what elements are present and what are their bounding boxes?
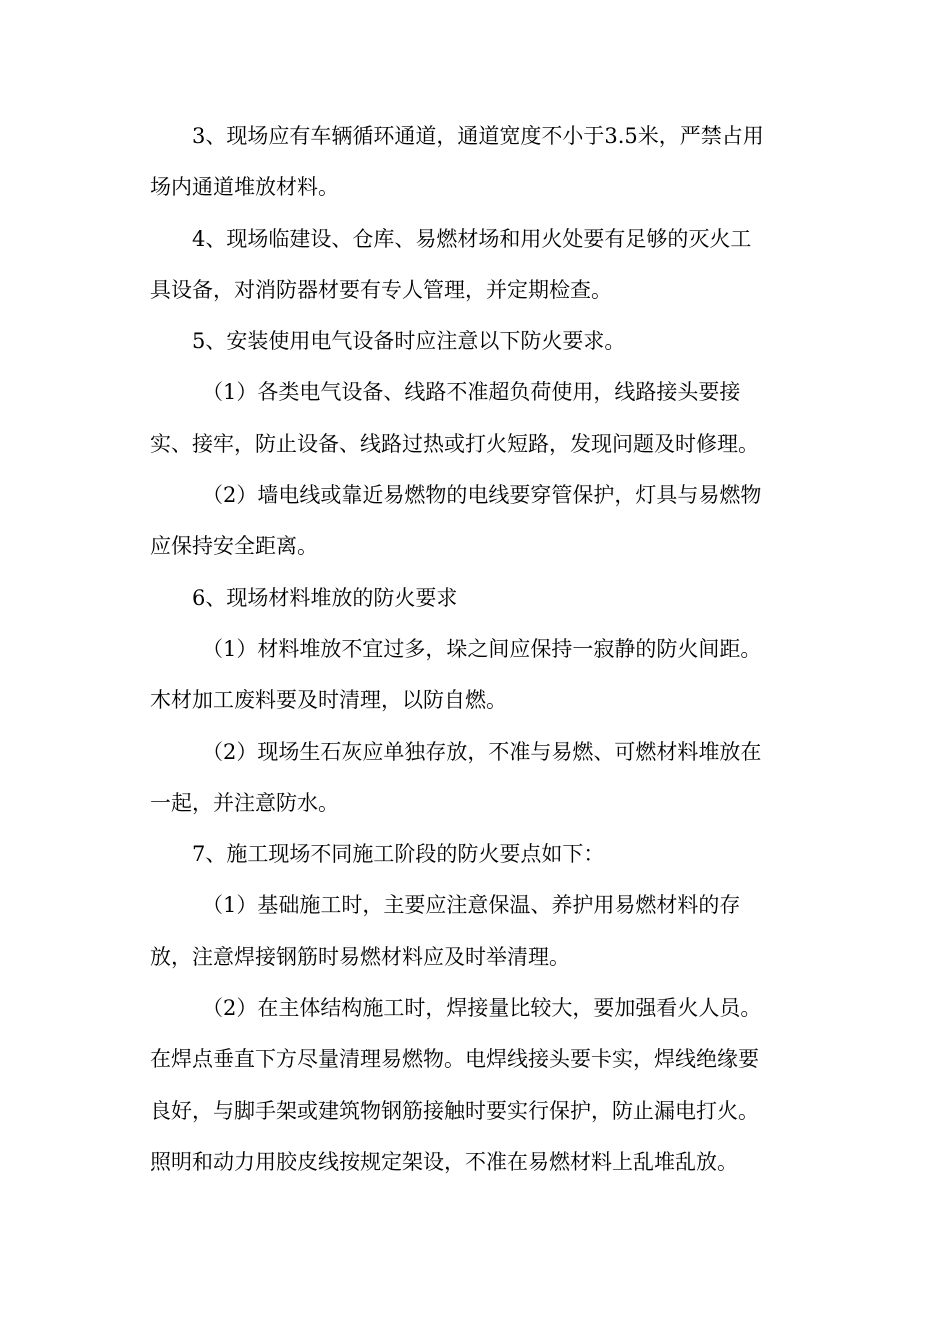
paragraph-item-5-2-line-2: 应保持安全距离。 [150, 534, 318, 559]
paragraph-item-4-line-1: 4、现场临建设、仓库、易燃材场和用火处要有足够的灭火工 [192, 226, 752, 251]
paragraph-item-3-line-1: 3、现场应有车辆循环通道，通道宽度不小于3.5米，严禁占用 [192, 124, 764, 148]
body-text [150, 111, 810, 1188]
paragraph-item-6-1-line-2: 木材加工废料要及时清理，以防自燃。 [150, 688, 507, 713]
paragraph-item-6: 6、现场材料堆放的防火要求 [192, 585, 458, 610]
paragraph-item-5-1-line-2: 实、接牢，防止设备、线路过热或打火短路，发现问题及时修理。 [150, 431, 759, 456]
paragraph-item-7-1-line-2: 放，注意焊接钢筋时易燃材料应及时举清理。 [150, 944, 570, 969]
paragraph-item-7-1-line-1: （1）基础施工时，主要应注意保温、养护用易燃材料的存 [202, 893, 741, 918]
paragraph-item-6-2-line-2: 一起，并注意防水。 [150, 790, 339, 815]
paragraph-item-7: 7、施工现场不同施工阶段的防火要点如下： [192, 842, 605, 867]
paragraph-item-5-1-line-1: （1）各类电气设备、线路不准超负荷使用，线路接头要接 [202, 380, 741, 405]
paragraph-item-5: 5、安装使用电气设备时应注意以下防火要求。 [192, 329, 626, 354]
paragraph-item-4-line-2: 具设备，对消防器材要有专人管理，并定期检查。 [150, 277, 612, 302]
paragraph-item-5-2-line-1: （2）墙电线或靠近易燃物的电线要穿管保护，灯具与易燃物 [202, 483, 762, 508]
paragraph-item-6-2-line-1: （2）现场生石灰应单独存放，不准与易燃、可燃材料堆放在 [202, 739, 762, 764]
paragraph-item-6-1-line-1: （1）材料堆放不宜过多，垛之间应保持一寂静的防火间距。 [202, 636, 762, 661]
paragraph-item-7-2-line-1: （2）在主体结构施工时，焊接量比较大，要加强看火人员。 [202, 996, 762, 1021]
paragraph-item-7-2-line-2: 在焊点垂直下方尽量清理易燃物。电焊线接头要卡实，焊线绝缘要 [150, 1047, 759, 1072]
paragraph-item-3-line-2: 场内通道堆放材料。 [150, 175, 339, 200]
paragraph-item-7-2-line-3: 良好，与脚手架或建筑物钢筋接触时要实行保护，防止漏电打火。 [150, 1098, 759, 1123]
paragraph-item-7-2-line-4: 照明和动力用胶皮线按规定架设，不准在易燃材料上乱堆乱放。 [150, 1149, 738, 1174]
